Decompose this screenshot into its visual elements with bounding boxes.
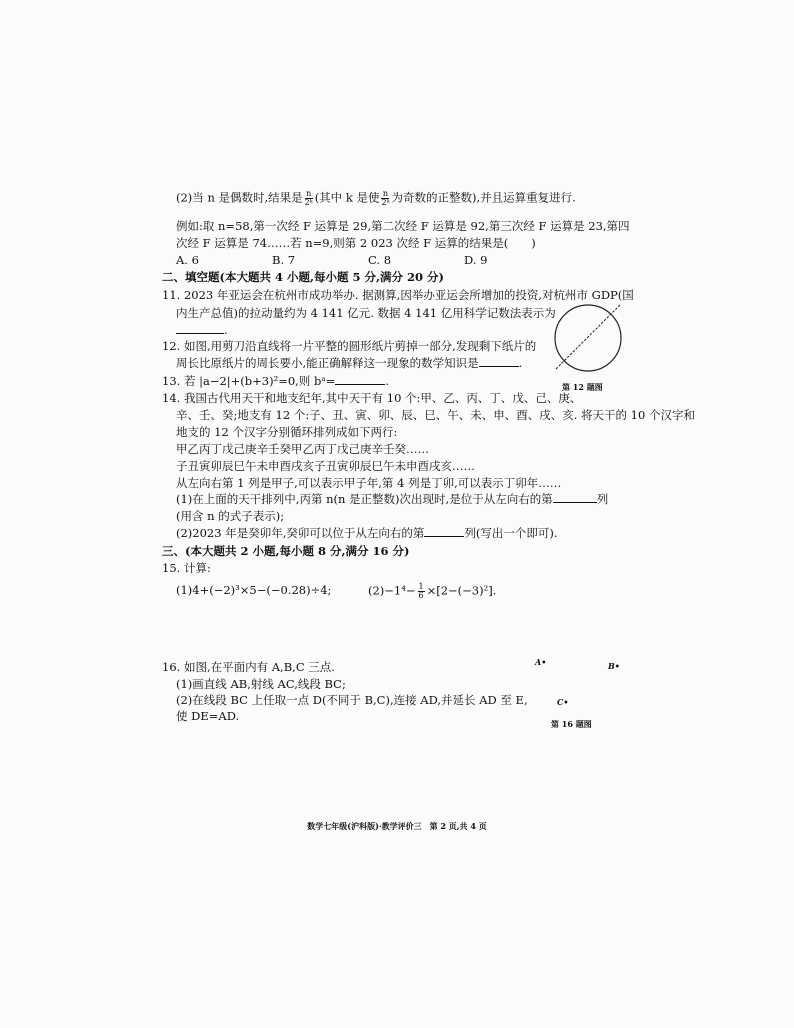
q11-line3	[176, 323, 228, 338]
point-c-text: C	[557, 697, 564, 707]
q12-answer-blank	[479, 366, 519, 367]
q10-example-line1: 例如:取 n=58,第一次经 F 运算是 29,第二次经 F 运算是 92,第三次经 F 运算是 23,第四	[176, 219, 630, 233]
section3-heading: 三、(本大题共 2 小题,每小题 8 分,满分 16 分)	[162, 544, 410, 558]
q14-line3: 地支的 12 个汉字分别循环排列成如下两行:	[176, 425, 398, 439]
q14-line4: 从左向右第 1 列是甲子,可以表示甲子年,第 4 列是丁卯,可以表示丁卯年……	[176, 476, 562, 490]
frac-num: n	[306, 189, 312, 198]
option-b: B. 7	[272, 253, 296, 267]
fraction-n-over-2k-2	[381, 190, 389, 207]
q11-end: .	[224, 323, 228, 337]
frac-den: 2ᵏ	[304, 198, 313, 207]
q16-line1: 16. 如图,在平面内有 A,B,C 三点.	[162, 660, 335, 674]
section2-heading: 二、填空题(本大题共 4 小题,每小题 5 分,满分 20 分)	[162, 270, 444, 284]
q14-row2: 子丑寅卯辰巳午未申酉戌亥子丑寅卯辰巳午未申酉戌亥……	[176, 459, 475, 473]
q14-sub2-blank	[424, 536, 464, 537]
option-d: D. 9	[464, 253, 488, 267]
option-c: C. 8	[368, 253, 392, 267]
q14-line1: 14. 我国古代用天干和地支纪年,其中天干有 10 个:甲、乙、丙、丁、戊、己、庚、	[162, 391, 582, 405]
q14-sub1-end: 列	[596, 492, 609, 506]
q16-sub2: (2)在线段 BC 上任取一点 D(不同于 B,C),连接 AD,并延长 AD 至 E,	[176, 693, 528, 707]
q10-part2-text: (2)当 n 是偶数时,结果是	[176, 190, 303, 205]
frac-num: 1	[418, 582, 424, 591]
q12-figure-caption: 第 12 题图	[562, 382, 603, 392]
circle-shape	[555, 305, 621, 371]
q15-expr2-b: ×[2−(−3)²].	[426, 583, 497, 598]
fraction-n-over-2k	[305, 190, 313, 207]
q14-line2: 辛、壬、癸;地支有 12 个:子、丑、寅、卯、辰、巳、午、未、申、酉、戌、亥. 将天干的 10 个汉字和	[176, 408, 695, 422]
q12-line1: 12. 如图,用剪刀沿直线将一片平整的圆形纸片剪掉一部分,发现剩下纸片的	[162, 339, 537, 353]
q12-end: .	[518, 356, 523, 370]
frac-den: 2ᵏ	[381, 198, 390, 207]
fraction-one-sixth	[418, 583, 425, 600]
point-a-text: A	[535, 657, 542, 667]
q11-line1: 11. 2023 年亚运会在杭州市成功举办. 据测算,因举办亚运会所增加的投资,对杭州市 GDP(国	[162, 288, 634, 302]
q15-expr1: (1)4+(−2)³×5−(−0.28)÷4;	[176, 583, 332, 597]
q10-example-line2: 次经 F 运算是 74……若 n=9,则第 2 023 次经 F 运算的结果是( )	[176, 236, 536, 250]
q16-sub1: (1)画直线 AB,射线 AC,线段 BC;	[176, 677, 346, 691]
q10-options	[176, 253, 487, 268]
q13-answer-blank	[335, 384, 385, 385]
point-a-label: A•	[535, 657, 547, 667]
q14-sub1-text: (1)在上面的天干排列中,丙第 n(n 是正整数)次出现时,是位于从左向右的第	[176, 492, 553, 506]
q10-part2-text2: (其中 k 是使	[314, 190, 380, 205]
frac-num: n	[382, 189, 389, 198]
q15-expr2	[368, 583, 496, 600]
q14-sub1-line1	[176, 492, 608, 507]
q14-row1: 甲乙丙丁戊己庚辛壬癸甲乙丙丁戊己庚辛壬癸……	[176, 442, 429, 456]
q15-title: 15. 计算:	[162, 561, 211, 575]
option-a: A. 6	[176, 253, 199, 267]
frac-den: 6	[418, 591, 424, 600]
q11-line2: 内生产总值)的拉动量约为 4 141 亿元. 数据 4 141 亿用科学记数法表示为	[176, 306, 556, 320]
q12-line2-text: 周长比原纸片的周长要小,能正确解释这一现象的数学知识是	[176, 356, 479, 370]
q13-end: .	[385, 374, 390, 388]
point-b-label: B•	[608, 661, 620, 671]
cut-line	[556, 305, 620, 369]
q14-sub2	[176, 526, 558, 541]
q11-answer-blank	[176, 333, 224, 334]
q14-sub2-text: (2)2023 年是癸卯年,癸卯可以位于从左向右的第	[176, 526, 425, 540]
q14-sub1-line2: (用含 n 的式子表示);	[176, 509, 285, 523]
q16-figure-caption: 第 16 题图	[551, 719, 592, 729]
q12-line2	[176, 356, 522, 371]
q13-text: 13. 若 |a−2|+(b+3)²=0,则 bᵃ=	[162, 374, 336, 388]
q10-part2-text3: 为奇数的正整数),并且运算重复进行.	[391, 190, 576, 205]
q14-sub1-blank	[553, 502, 597, 503]
q16-sub2b: 使 DE=AD.	[176, 709, 240, 723]
q12-circle-figure	[548, 301, 628, 381]
point-b-text: B	[608, 661, 615, 671]
q14-sub2-end: 列(写出一个即可).	[464, 526, 558, 540]
q15-expr2-a: (2)−1⁴−	[368, 583, 416, 598]
q10-part2	[176, 190, 576, 207]
page-footer: 数学七年级(沪科版)·教学评价三 第 2 页,共 4 页	[307, 821, 487, 831]
q13-line	[162, 374, 389, 389]
point-c-label: C•	[557, 697, 569, 707]
